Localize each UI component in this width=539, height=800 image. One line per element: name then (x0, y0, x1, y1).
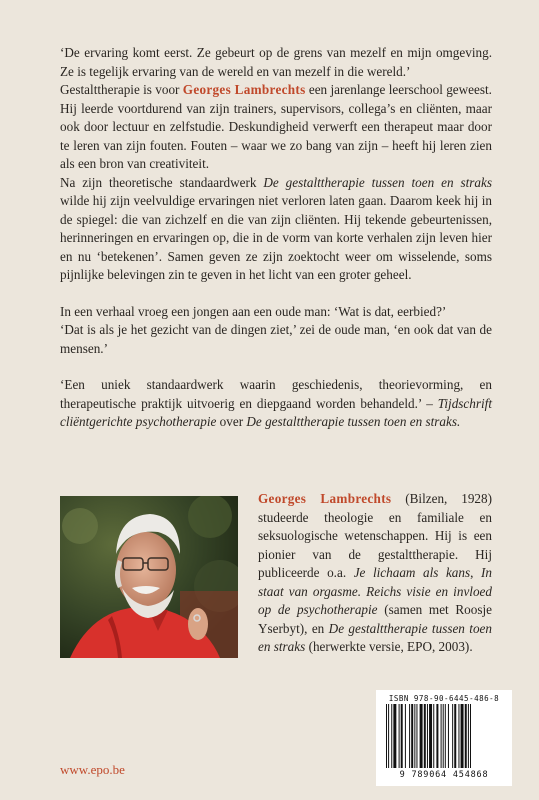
author-bio: Georges Lambrechts (Bilzen, 1928) studeerde theologie en familiale en seksuologische wetenschappen. Hij is een pionier van de gestalttherapie. Hij publiceerde o.a. Je lichaam als kans, In staat van orgasme. Reichs visie en invloed op de psychotherapie (samen met Roosje Yserbyt), en De gestalttherapie tussen toen en straks (herwerkte versie, EPO, 2003). (258, 491, 492, 654)
barcode-bar (458, 704, 459, 768)
intro-paragraph: Gestalttherapie is voor Georges Lambrechts een jarenlange leerschool geweest. Hij leerde voortdurend van zijn trainers, supervisors, collega’s en cliënten, maar ook door lectuur en zelfstudie. Deskundigheid verwerft een therapeut maar door te leren van zijn fouten. Fouten – waar we zo bang van zijn – heeft hij leren zien als een bron van creativiteit. (60, 82, 492, 171)
barcode-bar (468, 704, 469, 768)
story-line-2: ‘Dat is als je het gezicht van de dingen ziet,’ zei de oude man, ‘en ook dat van de mensen.’ (60, 322, 492, 356)
barcode-bar (470, 704, 471, 768)
author-name-highlight: Georges Lambrechts (182, 82, 306, 97)
opening-quote: ‘De ervaring komt eerst. Ze gebeurt op de grens van mezelf en mijn omgeving. Ze is tegelijk ervaring van de wereld en van mezelf in die wereld.’ (60, 45, 492, 79)
barcode-bar (386, 704, 387, 768)
barcode-bar (391, 704, 392, 768)
barcode-bar (414, 704, 415, 768)
work-paragraph: Na zijn theoretische standaardwerk De gestalttherapie tussen toen en straks wilde hij zijn veelvuldige ervaringen niet verloren laten gaan. Daarom keek hij in de spiegel: die van zichzelf en die van zijn cliënten. Hij tekende gebeurtenissen, herinneringen en ervaringen op, die in de vorm van korte verhalen zijn leven hier en nu ‘betekenen’. Samen geven ze zijn zoektocht weer om wisselende, soms pijnlijke belevingen zin te geven in het licht van een groter geheel. (60, 174, 492, 282)
bio-book-1: Je lichaam als kans (353, 565, 471, 580)
barcode-bar (393, 704, 396, 768)
barcode-bars (384, 704, 504, 768)
story-line-1: In een verhaal vroeg een jongen aan een oude man: ‘Wat is dat, eerbied?’ (60, 303, 447, 319)
barcode-bar (429, 704, 432, 768)
barcode-digits: 9 789064 454868 (399, 770, 489, 780)
bio-book-2: In staat van orgasme. Reichs visie en invloed op de psychotherapie (258, 565, 492, 617)
barcode-bar (416, 704, 417, 768)
barcode-bar (452, 704, 453, 768)
bio-author-name: Georges Lambrechts (258, 491, 392, 506)
barcode-bar (433, 704, 434, 768)
author-photo (60, 496, 238, 658)
barcode-bar (405, 704, 406, 768)
barcode-bar (448, 704, 449, 768)
isbn-barcode (376, 690, 512, 786)
barcode-bar (401, 704, 403, 768)
barcode-bar (409, 704, 410, 768)
review-book: De gestalttherapie tussen toen en straks. (246, 414, 461, 429)
barcode-bar (388, 704, 389, 768)
publisher-website[interactable]: www.epo.be (60, 762, 125, 777)
barcode-bar (443, 704, 444, 768)
barcode-bar (454, 704, 456, 768)
barcode-bar (424, 704, 426, 768)
barcode-bar (411, 704, 413, 768)
barcode-bar (441, 704, 442, 768)
isbn-label: ISBN 978-90-6445-486-8 (388, 694, 500, 703)
barcode-bar (399, 704, 400, 768)
review-source: Tijdschrift cliëntgerichte psychotherapie (60, 395, 492, 429)
description-text (60, 44, 492, 432)
book-title: De gestalttherapie tussen toen en straks (263, 174, 492, 190)
barcode-bar (427, 704, 428, 768)
barcode-bar (445, 704, 446, 768)
barcode-bar (461, 704, 464, 768)
bio-book-3: De gestalttherapie tussen toen en straks (258, 620, 492, 654)
barcode-bar (465, 704, 467, 768)
barcode-bar (436, 704, 438, 768)
review-quote: ‘Een uniek standaardwerk waarin geschiedenis, theorievorming, en therapeutische praktijk uitvoerig en diepgaand worden behandeld.’ – Tijdschrift cliëntgerichte psychotherapie over De gestalttherapie tussen toen en straks. (60, 377, 492, 429)
barcode-bar (420, 704, 423, 768)
